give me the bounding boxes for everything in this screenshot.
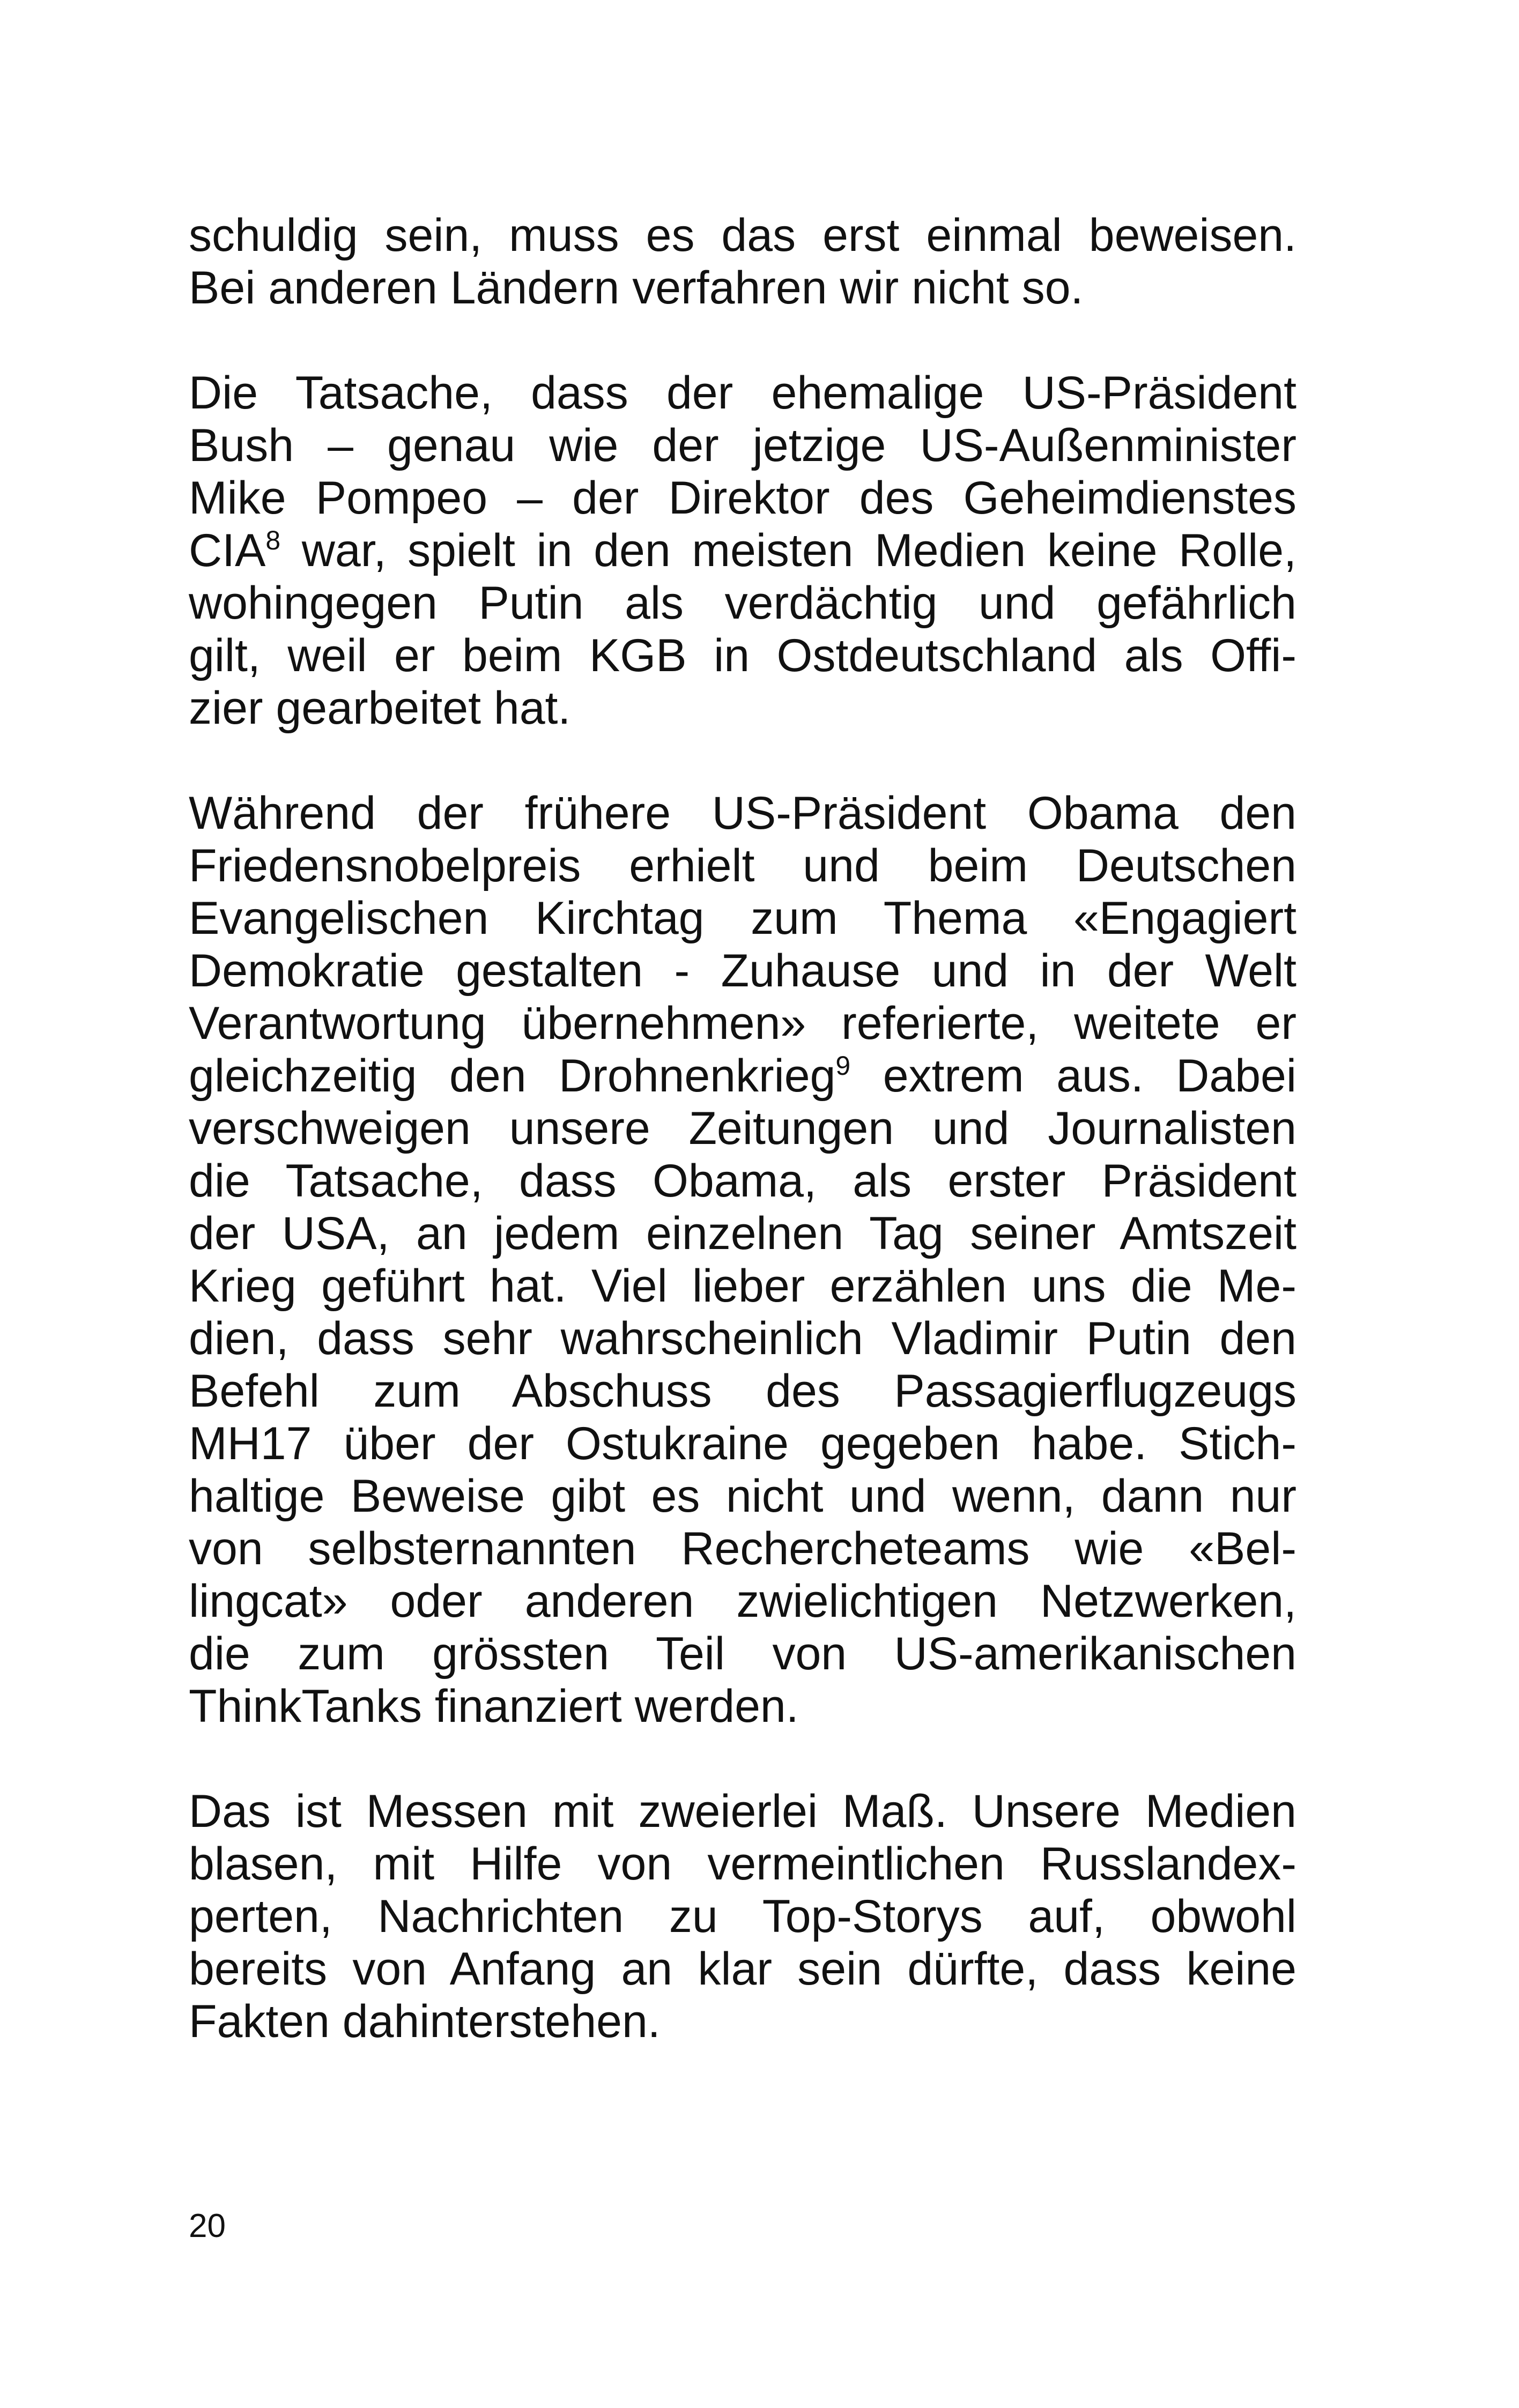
text-line: MH17 über der Ostukraine gegeben habe. Stich- xyxy=(189,1418,1296,1469)
text-segment: war, spielt in den meisten Medien keine Rolle, xyxy=(280,525,1296,576)
text-line: Mike Pompeo – der Direktor des Geheimdienstes xyxy=(189,472,1296,524)
text-line: gilt, weil er beim KGB in Ostdeutschland als Offi- xyxy=(189,630,1296,681)
body-text xyxy=(189,209,1296,2100)
paragraph xyxy=(189,367,1296,734)
text-line: Evangelischen Kirchtag zum Thema «Engagiert xyxy=(189,893,1296,944)
text-line: Demokratie gestalten - Zuhause und in der Welt xyxy=(189,945,1296,997)
text-line: verschweigen unsere Zeitungen und Journalisten xyxy=(189,1103,1296,1154)
text-line: Krieg geführt hat. Viel lieber erzählen uns die Me- xyxy=(189,1260,1296,1312)
text-line: der USA, an jedem einzelnen Tag seiner Amtszeit xyxy=(189,1208,1296,1259)
text-line: wohingegen Putin als verdächtig und gefährlich xyxy=(189,577,1296,629)
paragraph xyxy=(189,209,1296,314)
text-line: Verantwortung übernehmen» referierte, weitete er xyxy=(189,998,1296,1049)
text-line: die Tatsache, dass Obama, als erster Präsident xyxy=(189,1155,1296,1207)
text-line: die zum grössten Teil von US-amerikanischen xyxy=(189,1628,1296,1679)
text-line: blasen, mit Hilfe von vermeintlichen Russlandex- xyxy=(189,1838,1296,1890)
text-line: Während der frühere US-Präsident Obama den xyxy=(189,787,1296,839)
text-line: Bei anderen Ländern verfahren wir nicht so. xyxy=(189,262,1084,314)
text-segment: CIA xyxy=(189,525,266,576)
text-line: lingcat» oder anderen zwielichtigen Netzwerken, xyxy=(189,1575,1296,1627)
text-line: von selbsternannten Rechercheteams wie «Bel- xyxy=(189,1523,1296,1574)
text-line: Die Tatsache, dass der ehemalige US-Präsident xyxy=(189,367,1296,419)
text-line: bereits von Anfang an klar sein dürfte, dass keine xyxy=(189,1943,1296,1995)
text-segment: extrem aus. Dabei xyxy=(850,1050,1296,1102)
text-line: Befehl zum Abschuss des Passagierflugzeugs xyxy=(189,1365,1296,1417)
paragraph xyxy=(189,787,1296,1733)
text-line: perten, Nachrichten zu Top-Storys auf, obwohl xyxy=(189,1891,1296,1942)
text-line: Das ist Messen mit zweierlei Maß. Unsere Medien xyxy=(189,1786,1296,1837)
page-number: 20 xyxy=(189,2208,226,2245)
text-line: zier gearbeitet hat. xyxy=(189,682,571,734)
text-line: Fakten dahinterstehen. xyxy=(189,1996,661,2047)
footnote-marker: 8 xyxy=(265,525,281,556)
paragraph xyxy=(189,1785,1296,2048)
footnote-marker: 9 xyxy=(835,1051,851,1081)
text-line xyxy=(189,524,1296,577)
text-line xyxy=(189,1050,1296,1102)
text-line: dien, dass sehr wahrscheinlich Vladimir Putin den xyxy=(189,1313,1296,1364)
text-segment: gleichzeitig den Drohnenkrieg xyxy=(189,1050,836,1102)
text-line: haltige Beweise gibt es nicht und wenn, dann nur xyxy=(189,1470,1296,1522)
text-line: ThinkTanks finanziert werden. xyxy=(189,1681,799,1732)
text-line: schuldig sein, muss es das erst einmal beweisen. xyxy=(189,210,1296,261)
text-line: Bush – genau wie der jetzige US-Außenminister xyxy=(189,420,1296,471)
text-line: Friedensnobelpreis erhielt und beim Deutschen xyxy=(189,840,1296,891)
